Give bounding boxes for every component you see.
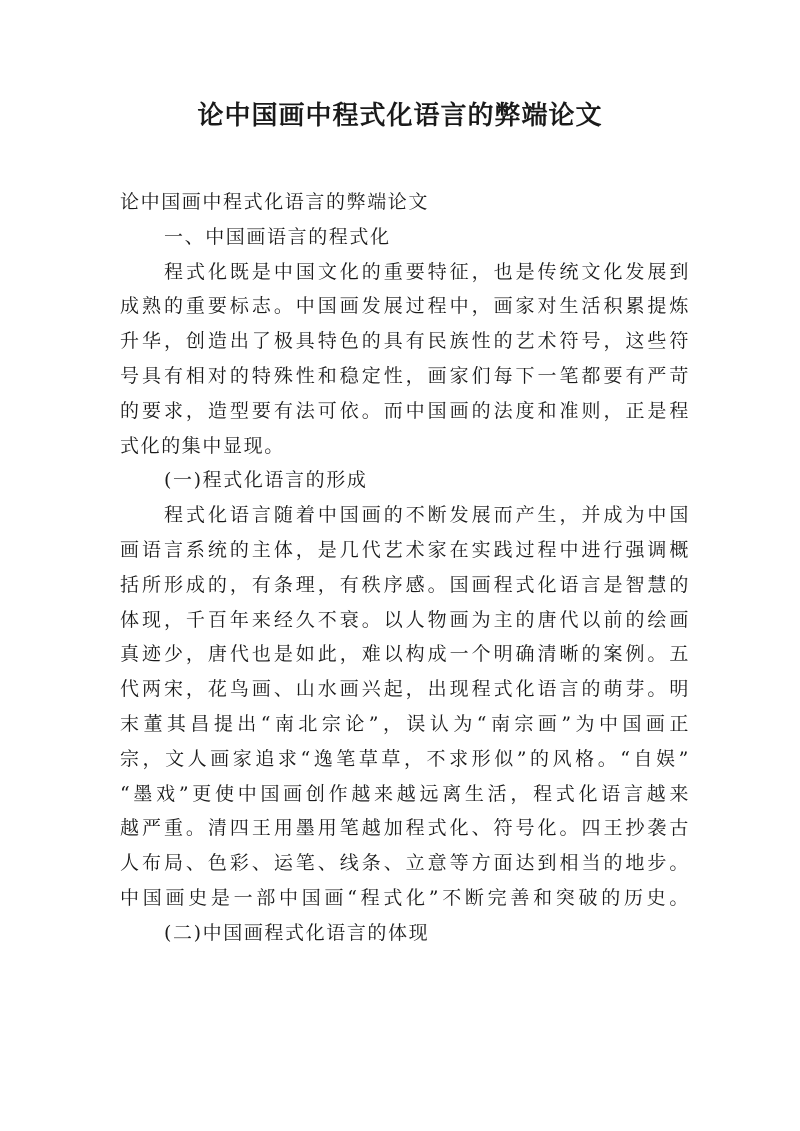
paragraph-line: 越严重。清四王用墨用笔越加程式化、符号化。四王抄袭古 — [120, 817, 690, 840]
paragraph-line: 代两宋，花鸟画、山水画兴起，出现程式化语言的萌芽。明 — [120, 678, 690, 701]
paragraph-line: 程式化既是中国文化的重要特征，也是传统文化发展到 — [164, 260, 690, 283]
body-line-subtitle: 论中国画中程式化语言的弊端论文 — [120, 191, 430, 213]
paragraph-line: 体现，千百年来经久不衰。以人物画为主的唐代以前的绘画 — [120, 608, 690, 631]
section-heading-1: 一、中国画语言的程式化 — [164, 225, 391, 248]
subsection-heading-2: (二)中国画程式化语言的体现 — [164, 921, 430, 944]
paragraph-line: 画语言系统的主体，是几代艺术家在实践过程中进行强调概 — [120, 538, 690, 561]
paragraph-line: 成熟的重要标志。中国画发展过程中，画家对生活积累提炼 — [120, 295, 690, 318]
paragraph-line: “墨戏”更使中国画创作越来越远离生活，程式化语言越来 — [120, 782, 690, 805]
paragraph-line: 的要求，造型要有法可依。而中国画的法度和准则，正是程 — [120, 399, 690, 422]
paragraph-line: 括所形成的，有条理，有秩序感。国画程式化语言是智慧的 — [120, 573, 690, 596]
paragraph-line: 中国画史是一部中国画“程式化”不断完善和突破的历史。 — [120, 886, 690, 909]
document-body — [120, 185, 690, 951]
paragraph-line: 号具有相对的特殊性和稳定性，画家们每下一笔都要有严苛 — [120, 364, 690, 387]
paragraph-line: 末董其昌提出“南北宗论”，误认为“南宗画”为中国画正 — [120, 712, 690, 735]
paragraph-line: 宗，文人画家追求“逸笔草草，不求形似”的风格。“自娱” — [120, 747, 690, 770]
paragraph-line: 式化的集中显现。 — [120, 434, 285, 457]
subsection-heading-1: (一)程式化语言的形成 — [164, 469, 368, 492]
paragraph-line: 真迹少，唐代也是如此，难以构成一个明确清晰的案例。五 — [120, 643, 690, 666]
paragraph-line: 人布局、色彩、运笔、线条、立意等方面达到相当的地步。 — [120, 852, 690, 875]
paragraph-line: 升华，创造出了极具特色的具有民族性的艺术符号，这些符 — [120, 330, 690, 353]
document-title: 论中国画中程式化语言的弊端论文 — [197, 101, 603, 131]
paragraph-line: 程式化语言随着中国画的不断发展而产生，并成为中国 — [164, 504, 690, 527]
